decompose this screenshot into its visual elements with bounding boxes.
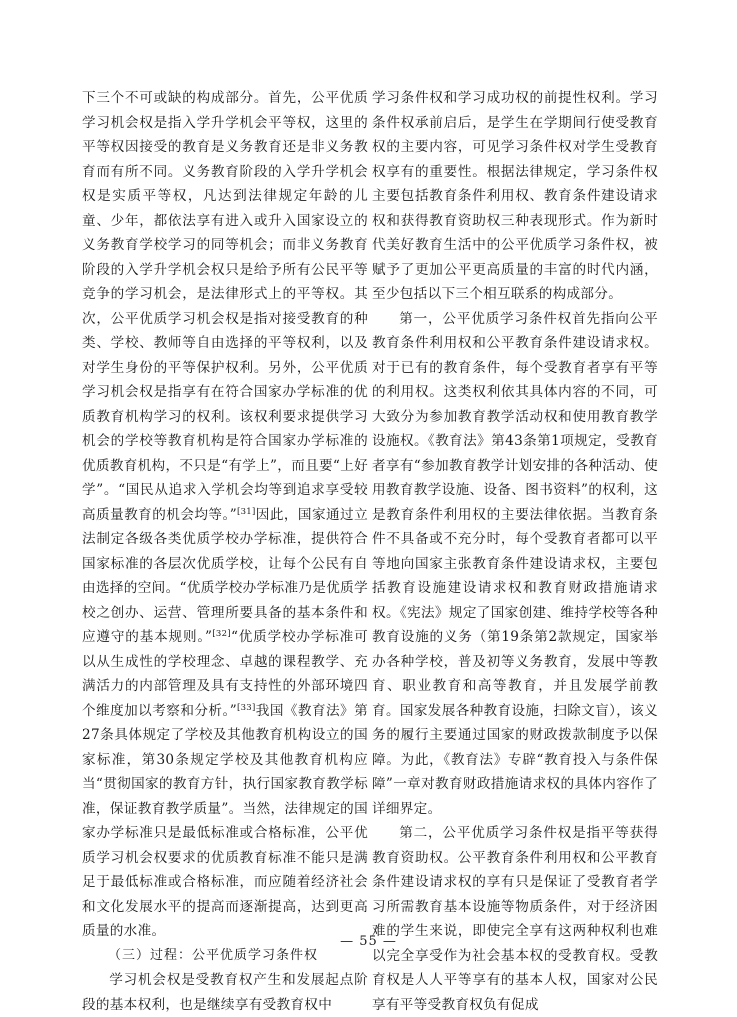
left-paragraph-2: 学习机会权是受教育权产生和发展起点阶段的基本权利，也是继续享有受教育权中 — [82, 972, 368, 1013]
body-text: “优质学校办学标准可以从生成性的学校理念、卓越的课程教学、充满活力的内部管理及具有支持性的外部环境四个维度加以考察和分析。” — [82, 629, 369, 719]
right-paragraph-1: 学习条件权和学习成功权的前提性权利。学习条件权承前启后，是学生在学期间行使受教育权的主要内容，可见学习条件权对学生受教育权享有的重要性。根据法律规定，学习条件权主要包括教育条件利用权、教育条件建设请求权和获得教育资助权三种表现形式。作为新时代美好教育生活中的公平优质学习条件权，被赋予了更加公平更高质量的丰富的时代内涵，至少包括以下三个相互联系的构成部分。 — [372, 90, 658, 302]
right-paragraph-3: 第二，公平优质学习条件权是指平等获得教育资助权。公平教育条件利用权和公平教育条件建设请求权的享有只是保证了受教育者学习所需教育基本设施等物质条件，对于经济困难的学生来说，即使完全享有这两种权利也难以完全享受作为社会基本权的受教育权。受教育权是人人平等享有的基本人权，国家对公民享有平等受教育权负有促成 — [372, 825, 658, 1013]
left-column — [82, 86, 368, 1017]
body-text: 我国《教育法》第27条具体规定了学校及其他教育机构设立的国家标准，第30条规定学校及其他教育机构应当“贯彻国家的教育方针，执行国家教育教学标准，保证教育教学质量”。当然，法律规定的国家办学标准只是最低标准或合格标准，公平优质学习机会权要求的优质教育标准不能只是满足于最低标准或合格标准，而应随着经济社会和文化发展水平的提高而逐渐提高，达到更高质量的水准。 — [82, 702, 368, 939]
citation-31: [31] — [236, 506, 256, 517]
left-paragraph-1 — [82, 86, 368, 944]
right-paragraph-2: 第一，公平优质学习条件权首先指向公平教育条件利用权和公平教育条件建设请求权。对于已有的教育条件，每个受教育者享有平等的利用权。这类权利依其具体内容的不同，可大致分为参加教育教学活动权和使用教育教学设施权。《教育法》第43条第1项规定，受教育者享有“参加教育教学计划安排的各种活动、使用教育教学设施、设备、图书资料”的权利，这是教育条件利用权的主要法律依据。当教育条件不具备或不充分时，每个受教育者都可以平等地向国家主张教育条件建设请求权，主要包括教育设施建设请求权和教育财政措施请求权。《宪法》规定了国家创建、维持学校等各种教育设施的义务（第19条第2款规定，国家举办各种学校，普及初等义务教育，发展中等教育、职业教育和高等教育，并且发展学前教育。国家发展各种教育设施，扫除文盲），该义务的履行主要通过国家的财政拨款制度予以保障。为此，《教育法》专辟“教育投入与条件保障”一章对教育财政措施请求权的具体内容作了详细界定。 — [372, 310, 658, 817]
section-heading: （三）过程：公平优质学习条件权 — [108, 947, 319, 963]
body-text: 下三个不可或缺的构成部分。首先，公平优质学习机会权是指入学升学机会平等权，这里的平等权因接受的教育是义务教育还是非义务教育而有所不同。义务教育阶段的入学升学机会权是实质平等权，凡达到法律规定年龄的儿童、少年，都依法享有进入或升入国家设立的义务教育学校学习的同等机会；而非义务教育阶段的入学升学机会权只是给予所有公民平等竞争的学习机会，是法律形式上的平等权。其次，公平优质学习机会权是指对接受教育的种类、学校、教师等自由选择的平等权利，以及对学生身份的平等保护权利。另外，公平优质学习机会权是指享有在符合国家办学标准的优质教育机构学习的权利。该权利要求提供学习机会的学校等教育机构是符合国家办学标准的优质教育机构，不只是“有学上”，而且要“上好学”。“国民从追求入学机会均等到追求享受较高质量教育的机会均等。” — [82, 90, 368, 523]
page-number: — 55 — — [340, 934, 397, 949]
citation-32: [32] — [212, 629, 231, 639]
citation-33: [33] — [236, 702, 256, 713]
right-column — [372, 86, 658, 1017]
body-text: 因此，国家通过立法制定各级各类优质学校办学标准，提供符合国家标准的各层次优质学校，让每个公民有自由选择的空间。“优质学校办学标准乃是优质学校之创办、运营、管理所要具备的基本条件和应遵守的基本规则。” — [82, 506, 368, 645]
